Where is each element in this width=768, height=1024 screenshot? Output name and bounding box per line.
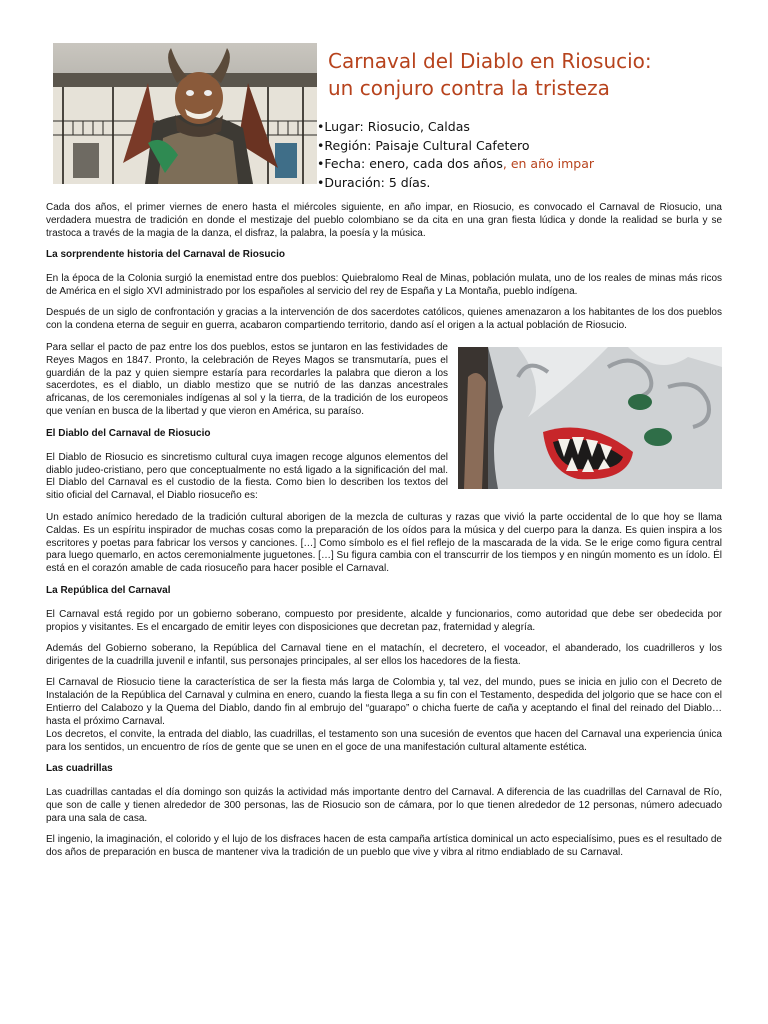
- fact-duracion: •Duración: 5 días.: [317, 174, 431, 190]
- diablo-heading: El Diablo del Carnaval de Riosucio: [46, 427, 211, 439]
- republica-paragraph-1: El Carnaval está regido por un gobierno soberano, compuesto por presidente, alcalde y funcionarios, como autoridad que debe ser obedecida por propios y visitantes. Es el encargado de emitir leyes con disposiciones que decretan paz, fraternidad y alegría.: [46, 608, 722, 633]
- fact-fecha: •Fecha: enero, cada dos años, en año impar: [317, 156, 595, 171]
- historia-paragraph-1: En la época de la Colonia surgió la enemistad entre dos pueblos: Quiebralomo Real de Minas, población mulata, uno de los reales de minas más ricos de América en el siglo XVI administrado por los españoles al servicio del rey de España y La Montaña, pueblo indígena.: [46, 273, 722, 298]
- republica-paragraph-2: Además del Gobierno soberano, la República del Carnaval tiene en el matachín, el decretero, el voceador, el abanderado, los cuadrilleros y los dirigentes de la cuadrilla juvenil e infantil, sus personajes principales, al ser ellos los hacedores de la fiesta.: [46, 642, 722, 667]
- cuadrillas-heading: Las cuadrillas: [46, 763, 113, 775]
- republica-paragraph-3a: El Carnaval de Riosucio tiene la característica de ser la fiesta más larga de Colombia y, tal vez, del mundo, pues se inicia en julio con el Decreto de Instalación de la República del Carnaval y culmina en enero, cuando la fiesta llega a su fin con el Testamento, despedida del jolgorio que se hace con el Entierro del Calabozo y la Quema del Diablo, dando fin al embrujo del “guarapo” o chicha fuerte de caña y aceptando el final del reinado del Diablo… hasta el próximo Carnaval.: [46, 677, 722, 727]
- fact-region: •Región: Paisaje Cultural Cafetero: [317, 137, 530, 153]
- facts-list: [317, 118, 747, 192]
- diablo-paragraph-2: Un estado anímico heredado de la tradición cultural aborigen de la mezcla de culturas y razas que vivió la parte occidental de lo que hoy se llama Caldas. Es un espíritu inspirador de muchas cosas como la preparación de los oídos para la música y del cuerpo para la danza. Es quien inspira a los escritores y poetas para fabricar los versos y canciones. […] Como símbolo es el fiel reflejo de la mascarada de la vida. Se le erige como figura central para luego quemarlo, en actos ceremonialmente juguetones. […] Su figura cambia con el transcurrir de los tiempos y en ningún momento es un ídolo. Él está en el corazón amable de cada riosuceño para hacer posible el Carnaval.: [46, 511, 722, 575]
- title-line-1: Carnaval del Diablo en Riosucio:: [328, 49, 652, 73]
- devil-statue-photo: [53, 43, 317, 184]
- intro-paragraph: Cada dos años, el primer viernes de enero hasta el miércoles siguiente, en año impar, en Riosucio, es convocado el Carnaval de Riosucio, una verdadera muestra de tradición en donde el mestizaje del pueblo colombiano se da cita en una gran fiesta lúdica y donde la realidad se burla y se trastoca a través de la magia de la danza, el disfraz, la palabra, la poesía y la música.: [46, 202, 722, 239]
- republica-heading: La República del Carnaval: [46, 584, 171, 596]
- cuadrillas-paragraph-1: Las cuadrillas cantadas el día domingo son quizás la actividad más importante dentro del Carnaval. A diferencia de las cuadrillas del Carnaval de Río, que son de calle y tienen alrededor de 300 personas, las de Riosucio son de cámara, por lo que tienen alrededor de 12 personas, número adecuado para una sala de casa.: [46, 787, 722, 824]
- devil-mask-photo: [458, 347, 722, 489]
- page-title: [328, 48, 748, 102]
- fact-lugar: •Lugar: Riosucio, Caldas: [317, 119, 470, 134]
- fact-fecha-accent: , en año impar: [502, 156, 595, 171]
- historia-heading: La sorprendente historia del Carnaval de Riosucio: [46, 249, 285, 261]
- republica-paragraph-3b: Los decretos, el convite, la entrada del diablo, las cuadrillas, el testamento son una sucesión de eventos que hacen del Carnaval una experiencia única para los sentidos, un encuentro de ríos de gente que se unen en el goce de una manifestación cultural altamente estética.: [46, 728, 722, 753]
- cuadrillas-paragraph-2: El ingenio, la imaginación, el colorido y el lujo de los disfraces hacen de esta campaña artística dominical un acto especialísimo, pues es el resultado de dos años de preparación en busca de mantener viva la tradición de un pueblo que vive y vibra al ritmo endiablado de su Carnaval.: [46, 834, 722, 859]
- article-body: [46, 202, 722, 869]
- diablo-paragraph-1: El Diablo de Riosucio es sincretismo cultural cuya imagen recoge algunos elementos del diablo judeo-cristiano, pero que conceptualmente no está ligado a la significación del mal. El Diablo del Carnaval es el custodio de la fiesta. Como bien lo describen los textos del sitio oficial del Carnaval, el Diablo riosuceño es:: [46, 451, 448, 502]
- historia-paragraph-3: Para sellar el pacto de paz entre los dos pueblos, estos se juntaron en las festividades de Reyes Magos en 1847. Pronto, la celebración de Reyes Magos se transmutaría, pues el guardián de la paz y quien siempre estaría para recordarles la palabra que dieron a los sacerdotes, es el diablo, un diablo mestizo que se nutrió de las danzas ancestrales africanas, de los ceremoniales indígenas al sol y la tierra, de la tradición de los europeos que venían en busca de la libertad y que vieron en América, su paraíso.: [46, 341, 448, 418]
- historia-paragraph-2: Después de un siglo de confrontación y gracias a la intervención de dos sacerdotes católicos, quienes amenazaron a los habitantes de los dos pueblos con la condena eterna de seguir en guerra, acabaron compartiendo territorio, dando así el origen a la actual población de Riosucio.: [46, 307, 722, 332]
- title-line-2: un conjuro contra la tristeza: [328, 76, 610, 100]
